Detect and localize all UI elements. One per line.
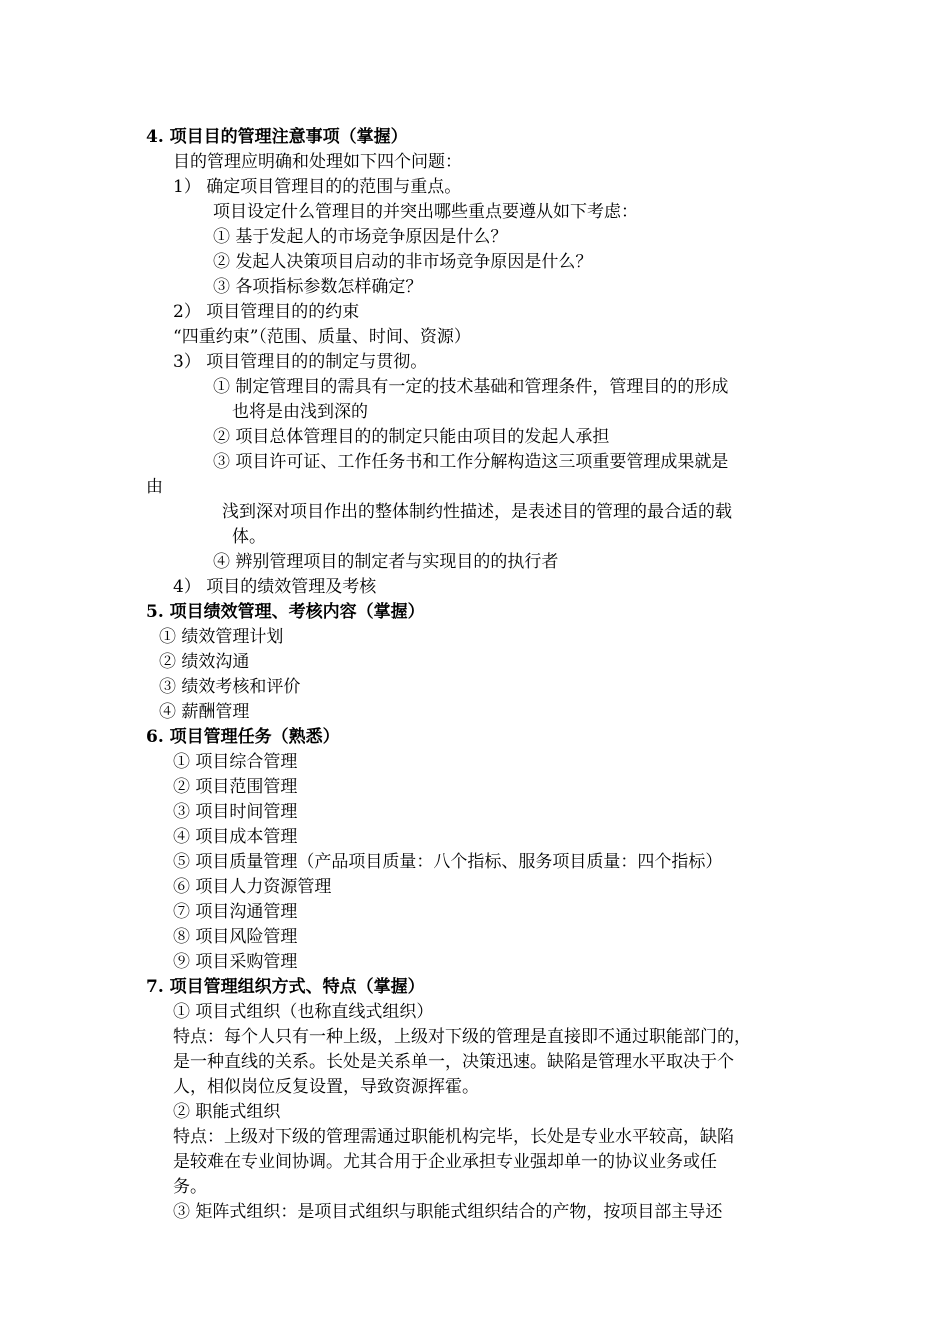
text-line: ① 绩效管理计划 <box>159 627 284 647</box>
text-line: 3） 项目管理目的的制定与贯彻。 <box>173 352 428 372</box>
text-line: 体。 <box>232 527 266 547</box>
text-line: ⑨ 项目采购管理 <box>173 952 298 972</box>
text-line: ④ 项目成本管理 <box>173 827 298 847</box>
text-line: ② 项目范围管理 <box>173 777 298 797</box>
section-heading: 4. 项目目的管理注意事项（掌握） <box>146 127 408 147</box>
text-line: ③ 矩阵式组织：是项目式组织与职能式组织结合的产物，按项目部主导还 <box>173 1202 723 1222</box>
text-line: 1） 确定项目管理目的的范围与重点。 <box>173 177 462 197</box>
text-line: ② 绩效沟通 <box>159 652 250 672</box>
text-line: ③ 项目时间管理 <box>173 802 298 822</box>
text-line: ① 制定管理目的需具有一定的技术基础和管理条件，管理目的的形成 <box>213 377 729 397</box>
text-line: ① 基于发起人的市场竞争原因是什么？ <box>213 227 508 247</box>
text-line: 也将是由浅到深的 <box>232 402 368 422</box>
text-line: ② 职能式组织 <box>173 1102 281 1122</box>
text-line: 务。 <box>173 1177 207 1197</box>
text-line: 由 <box>146 477 163 497</box>
text-line: ② 项目总体管理目的的制定只能由项目的发起人承担 <box>213 427 610 447</box>
text-line: ⑧ 项目风险管理 <box>173 927 298 947</box>
text-line: 项目设定什么管理目的并突出哪些重点要遵从如下考虑： <box>213 202 638 222</box>
text-line: 特点：上级对下级的管理需通过职能机构完毕，长处是专业水平较高，缺陷 <box>173 1127 734 1147</box>
text-line: 是一种直线的关系。长处是关系单一，决策迅速。缺陷是管理水平取决于个 <box>173 1052 734 1072</box>
section-heading: 7. 项目管理组织方式、特点（掌握） <box>146 977 425 997</box>
text-line: ⑤ 项目质量管理（产品项目质量：八个指标、服务项目质量：四个指标） <box>173 852 723 872</box>
section-heading: 6. 项目管理任务（熟悉） <box>146 727 340 747</box>
text-line: 人，相似岗位反复设置，导致资源挥霍。 <box>173 1077 479 1097</box>
text-line: 2） 项目管理目的的约束 <box>173 302 360 322</box>
text-line: 是较难在专业间协调。尤其合用于企业承担专业强却单一的协议业务或任 <box>173 1152 717 1172</box>
text-line: 特点：每个人只有一种上级，上级对下级的管理是直接即不通过职能部门的， <box>173 1027 751 1047</box>
section-heading: 5. 项目绩效管理、考核内容（掌握） <box>146 602 425 622</box>
text-line: ④ 辨别管理项目的制定者与实现目的的执行者 <box>213 552 559 572</box>
text-line: ⑦ 项目沟通管理 <box>173 902 298 922</box>
text-line: 浅到深对项目作出的整体制约性描述，是表述目的管理的最合适的载 <box>222 502 732 522</box>
text-line: ④ 薪酬管理 <box>159 702 250 722</box>
text-line: ③ 各项指标参数怎样确定？ <box>213 277 423 297</box>
text-line: ① 项目式组织（也称直线式组织） <box>173 1002 434 1022</box>
text-line: ⑥ 项目人力资源管理 <box>173 877 332 897</box>
text-line: “四重约束”（范围、质量、时间、资源） <box>173 327 471 347</box>
text-line: 4） 项目的绩效管理及考核 <box>173 577 377 597</box>
text-line: ② 发起人决策项目启动的非市场竞争原因是什么？ <box>213 252 593 272</box>
text-line: 目的管理应明确和处理如下四个问题： <box>173 152 462 172</box>
text-line: ① 项目综合管理 <box>173 752 298 772</box>
text-line: ③ 绩效考核和评价 <box>159 677 301 697</box>
text-line: ③ 项目许可证、工作任务书和工作分解构造这三项重要管理成果就是 <box>213 452 729 472</box>
